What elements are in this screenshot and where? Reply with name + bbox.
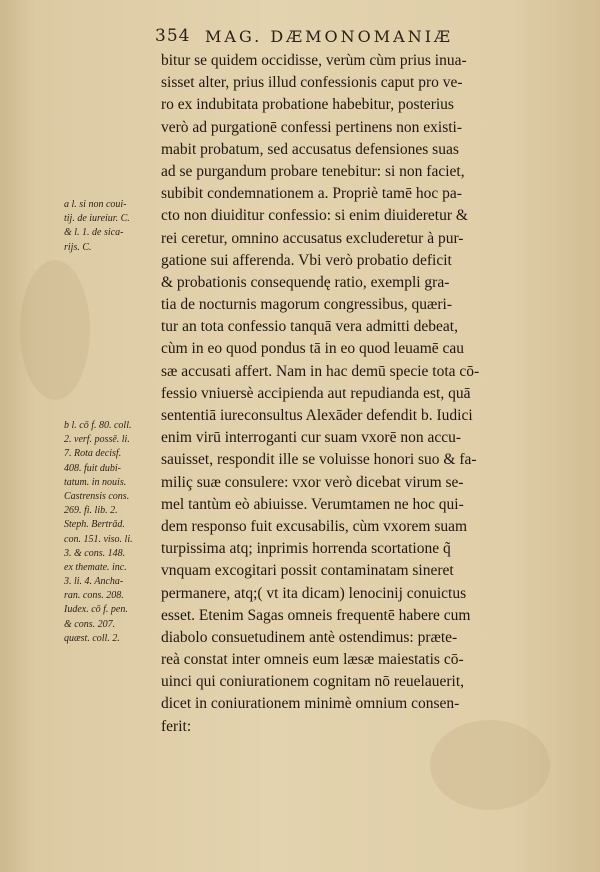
text-line: esset. Etenim Sagas omneis frequentē habere cum: [161, 606, 471, 624]
note-line: b l. cō f. 80. coll.: [64, 420, 132, 431]
text-line: verò ad purgationē confessi pertinens non existi-: [161, 118, 463, 136]
page-header: [155, 26, 585, 50]
text-line: turpissima atq; inprimis horrenda scortatione q̃: [161, 540, 451, 558]
text-line: ro ex indubitata probatione habebitur, posterius: [161, 96, 454, 114]
page-number: 354: [155, 26, 191, 46]
text-line: bitur se quidem occidisse, verùm cùm prius inua-: [161, 52, 467, 69]
body-text: [161, 50, 581, 738]
text-line: vnquam excogitari possit contaminatam sineret: [161, 562, 454, 580]
running-title: MAG. DÆMONOMANIÆ: [205, 27, 454, 46]
text-line: cùm in eo quod pondus tā in eo quod leuamē cau: [161, 340, 465, 358]
text-line: sisset alter, prius illud confessionis caput pro ve-: [161, 74, 463, 92]
note-line: con. 151. viso. li.: [64, 533, 133, 545]
text-line: dicet in coniurationem minimè omnium consen-: [161, 695, 460, 713]
note-line: & l. 1. de sica-: [64, 227, 124, 239]
note-line: a l. si non coui-: [64, 199, 127, 210]
text-line: sauisset, respondit ille se voluisse honori suo & fa-: [161, 451, 477, 469]
text-line: ferit:: [161, 717, 192, 735]
text-line: mabit probatum, sed accusatus defensiones suas: [161, 140, 459, 158]
note-line: 3. li. 4. Ancha-: [64, 576, 124, 588]
text-line: gatione sui afferenda. Vbi verò probatio deficit: [161, 251, 452, 269]
note-line: 2. verf. possē. li.: [64, 434, 130, 446]
note-line: & cons. 207.: [64, 618, 116, 630]
text-line: mel tantùm eò abiuisse. Verumtamen ne hoc qui-: [161, 495, 464, 513]
text-line: tur an tota confessio tanquā vera admitti debeat,: [161, 318, 458, 336]
text-line: diabolo consuetudinem antè ostendimus: præte-: [161, 628, 458, 646]
note-line: tij. de iureiur. C.: [64, 213, 130, 225]
note-line: ran. cons. 208.: [64, 590, 124, 602]
text-line: dem responso fuit excusabilis, cùm vxorem suam: [161, 517, 468, 535]
note-line: 3. & cons. 148.: [64, 547, 126, 559]
text-line: permanere, atq;( vt ita dicam) lenocinij conuictus: [161, 584, 467, 602]
note-line: 7. Rota decisf.: [64, 448, 122, 460]
note-line: ex themate. inc.: [64, 561, 127, 573]
text-line: sententiā iureconsultus Alexāder defendit b. Iudici: [161, 407, 473, 424]
margin-note-b: [64, 419, 160, 646]
note-line: Iudex. cō f. pen.: [64, 604, 128, 616]
note-line: tatum. in nouis.: [64, 476, 127, 488]
text-line: sæ accusati affert. Nam in hac demū specie tota cō-: [161, 362, 480, 380]
text-line: miliç suæ consulere: vxor verò dicebat virum se-: [161, 473, 464, 491]
text-line: subibit condemnationem a. Propriè tamē hoc pa-: [161, 185, 462, 203]
note-line: Castrensis cons.: [64, 490, 130, 502]
text-line: enim virū interroganti cur suam vxorē non accu-: [161, 429, 461, 447]
note-line: 408. fuit dubi-: [64, 462, 121, 474]
text-line: reà constat inter omneis eum læsæ maiestatis cō-: [161, 651, 464, 669]
note-line: rijs. C.: [64, 241, 92, 253]
note-line: quæst. coll. 2.: [64, 632, 120, 644]
note-line: 269. fi. lib. 2.: [64, 505, 118, 517]
paper-stain: [20, 260, 90, 400]
text-line: fessio vniuersè accipienda aut repudianda est, quā: [161, 384, 471, 402]
margin-note-a: [64, 198, 160, 255]
text-line: ad se purgandum probare tenebitur: si non faciet,: [161, 162, 465, 180]
text-line: rei ceretur, omnino accusatus excluderetur à pur-: [161, 229, 464, 247]
text-line: tia de nocturnis magorum congressibus, quæri-: [161, 296, 453, 314]
note-line: Steph. Bertrād.: [64, 519, 125, 531]
text-line: cto non diuiditur confessio: si enim diuideretur &: [161, 207, 468, 225]
text-line: & probationis consequendę ratio, exempli gra-: [161, 273, 450, 291]
text-line: uinci qui coniurationem cognitam nō reuelauerit,: [161, 673, 465, 691]
